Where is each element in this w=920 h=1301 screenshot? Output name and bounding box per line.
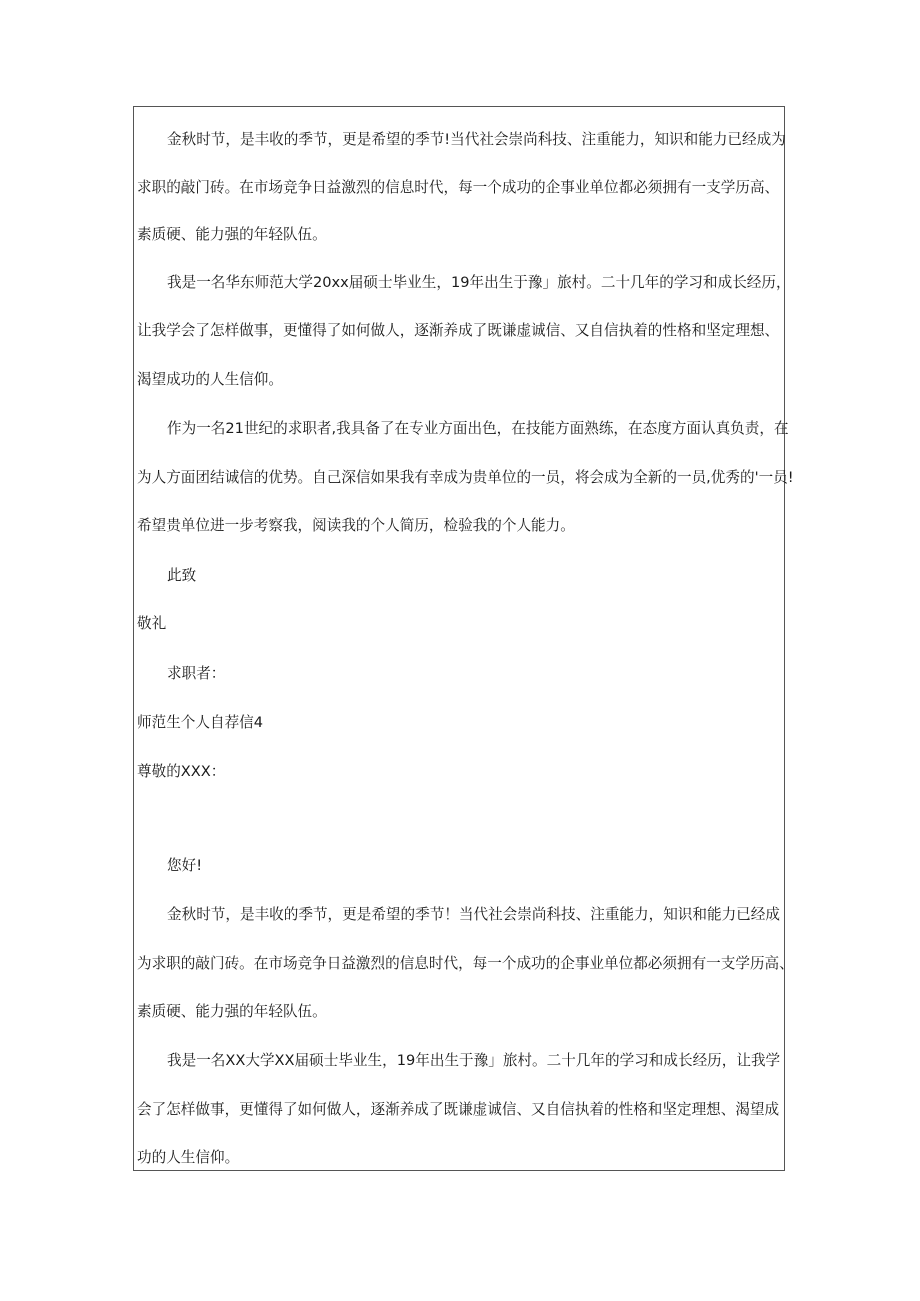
paragraph-3-line-1: 作为一名21世纪的求职者,我具备了在专业方面出色，在技能方面熟练，在态度方面认真负责，在 [167,420,789,437]
letter2-paragraph-1-line-3: 素质硬、能力强的年轻队伍。 [137,1003,327,1020]
paragraph-1-line-3: 素质硬、能力强的年轻队伍。 [137,226,327,243]
paragraph-3-line-3: 希望贵单位进一步考察我，阅读我的个人简历，检验我的个人能力。 [137,517,575,534]
closing-salute: 敬礼 [137,615,167,632]
paragraph-1-line-1: 金秋时节，是丰收的季节，更是希望的季节!当代社会崇尚科技、注重能力，知识和能力已经成为 [167,131,786,148]
paragraph-1-line-2: 求职的敲门砖。在市场竞争日益激烈的信息时代，每一个成功的企事业单位都必须拥有一支学历高、 [137,179,780,196]
letter2-paragraph-1-line-2: 为求职的敲门砖。在市场竞争日益激烈的信息时代，每一个成功的企事业单位都必须拥有一支学历高、 [137,955,794,972]
letter-title: 师范生个人自荐信4 [137,714,264,731]
paragraph-2-line-3: 渴望成功的人生信仰。 [137,371,283,388]
letter2-paragraph-2-line-3: 功的人生信仰。 [137,1149,240,1166]
letter2-paragraph-2-line-2: 会了怎样做事，更懂得了如何做人，逐渐养成了既谦虚诚信、又自信执着的性格和坚定理想、渴望成 [137,1101,780,1118]
salutation: 尊敬的XXX： [137,763,226,780]
paragraph-3-line-2: 为人方面团结诚信的优势。自己深信如果我有幸成为贵单位的一员，将会成为全新的一员,优秀的'一员! [137,469,794,486]
signature-label: 求职者： [167,665,226,682]
letter2-paragraph-2-line-1: 我是一名XX大学XX届硕士毕业生，19年出生于豫」旅村。二十几年的学习和成长经历，让我学 [167,1052,781,1069]
closing-respectfully: 此致 [167,567,197,584]
letter2-paragraph-1-line-1: 金秋时节，是丰收的季节，更是希望的季节！当代社会崇尚科技、注重能力，知识和能力已经成 [167,906,780,923]
paragraph-2-line-2: 让我学会了怎样做事，更懂得了如何做人，逐渐养成了既谦虚诚信、又自信执着的性格和坚定理想、 [137,322,780,339]
paragraph-2-line-1: 我是一名华东师范大学20xx届硕士毕业生，19年出生于豫」旅村。二十几年的学习和成长经历， [167,274,791,291]
greeting: 您好! [167,857,203,874]
